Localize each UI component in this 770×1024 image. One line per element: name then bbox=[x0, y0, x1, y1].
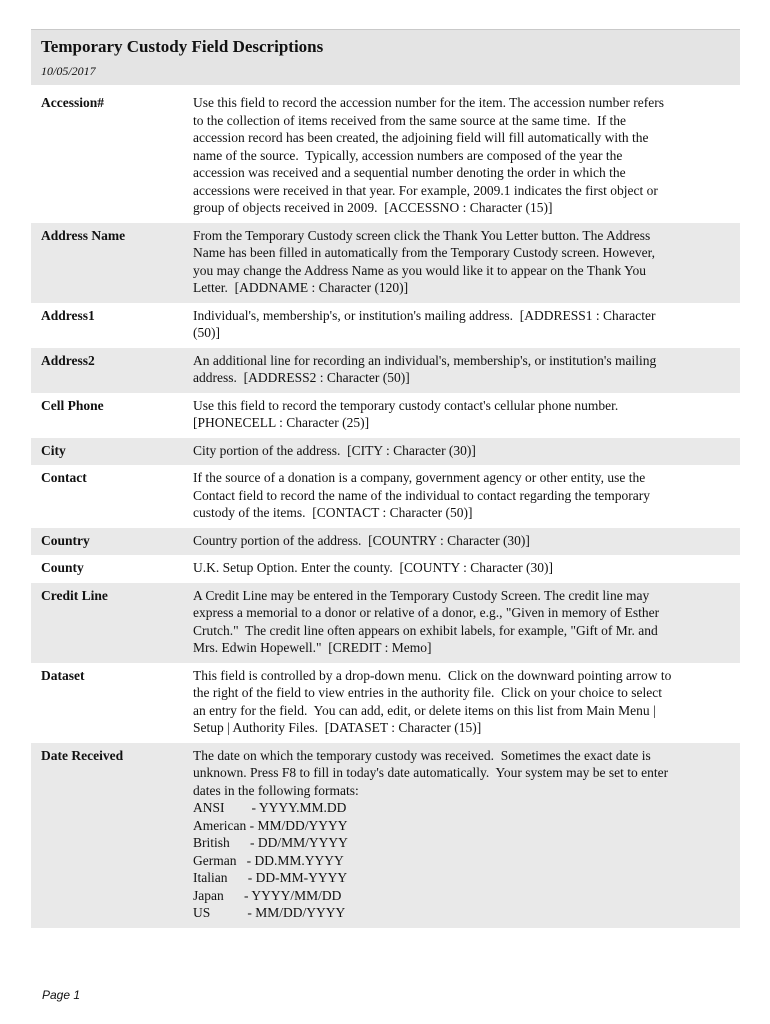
description-line: A Credit Line may be entered in the Temporary Custody Screen. The credit line may bbox=[193, 587, 650, 603]
field-name: Contact bbox=[41, 470, 87, 485]
description-line: Country portion of the address. [COUNTRY : Character (30)] bbox=[193, 532, 530, 548]
description-line: Name has been filled in automatically from the Temporary Custody screen. However, bbox=[193, 245, 655, 260]
description-line: Crutch." The credit line often appears on exhibit labels, for example, "Gift of Mr. and bbox=[193, 622, 658, 638]
description-line: accession was received and a sequential number denoting the order in which the bbox=[193, 165, 626, 180]
field-descriptions-table bbox=[31, 90, 740, 928]
field-row bbox=[31, 348, 740, 393]
field-row bbox=[31, 555, 740, 583]
description-line: unknown. Press F8 to fill in today's date automatically. Your system may be set to enter bbox=[193, 765, 669, 780]
field-description bbox=[193, 397, 731, 432]
field-description bbox=[193, 227, 731, 297]
field-row bbox=[31, 663, 740, 743]
description-line: Japan - YYYY/MM/DD bbox=[193, 887, 342, 903]
description-line: accessions were received in that year. For example, 2009.1 indicates the first object or bbox=[193, 182, 658, 198]
field-name: Country bbox=[41, 532, 90, 548]
field-description bbox=[193, 747, 731, 922]
field-name: Credit Line bbox=[41, 587, 108, 603]
description-line: U.K. Setup Option. Enter the county. [COUNTY : Character (30)] bbox=[193, 560, 554, 575]
description-line: The date on which the temporary custody was received. Sometimes the exact date is bbox=[193, 747, 651, 763]
field-description bbox=[193, 587, 731, 657]
field-name: Accession# bbox=[41, 95, 104, 110]
description-line: US - MM/DD/YYYY bbox=[193, 905, 346, 920]
page-number: Page 1 bbox=[42, 988, 81, 1002]
field-name: Address1 bbox=[41, 307, 95, 323]
description-line: If the source of a donation is a company, government agency or other entity, use the bbox=[193, 470, 646, 485]
field-description bbox=[193, 469, 731, 522]
field-name: Address2 bbox=[41, 352, 95, 368]
description-line: Contact field to record the name of the individual to contact regarding the temporary bbox=[193, 487, 650, 503]
description-line: American - MM/DD/YYYY bbox=[193, 817, 348, 833]
field-row bbox=[31, 743, 740, 928]
report-header bbox=[31, 29, 740, 85]
field-description bbox=[193, 94, 731, 217]
description-line: City portion of the address. [CITY : Character (30)] bbox=[193, 442, 476, 458]
field-description bbox=[193, 667, 731, 737]
description-line: Italian - DD-MM-YYYY bbox=[193, 870, 348, 885]
description-line: address. [ADDRESS2 : Character (50)] bbox=[193, 370, 410, 385]
description-line: [PHONECELL : Character (25)] bbox=[193, 415, 370, 430]
description-line: the right of the field to view entries in the authority file. Click on your choice to select bbox=[193, 685, 662, 700]
description-line: accession record has been created, the adjoining field will fill automatically with the bbox=[193, 130, 649, 145]
description-line: British - DD/MM/YYYY bbox=[193, 835, 348, 850]
field-row bbox=[31, 528, 740, 556]
field-name: Cell Phone bbox=[41, 397, 104, 413]
report-date: 10/05/2017 bbox=[41, 64, 96, 78]
description-line: Use this field to record the temporary custody contact's cellular phone number. bbox=[193, 397, 619, 413]
description-line: (50)] bbox=[193, 325, 220, 340]
field-description bbox=[193, 352, 731, 387]
field-name: County bbox=[41, 560, 84, 575]
description-line: to the collection of items received from the same source at the same time. If the bbox=[193, 112, 626, 128]
description-line: Letter. [ADDNAME : Character (120)] bbox=[193, 280, 409, 295]
description-line: Use this field to record the accession number for the item. The accession number refers bbox=[193, 95, 664, 110]
field-row bbox=[31, 303, 740, 348]
description-line: German - DD.MM.YYYY bbox=[193, 852, 344, 868]
description-line: dates in the following formats: bbox=[193, 782, 359, 798]
description-line: Individual's, membership's, or institution's mailing address. [ADDRESS1 : Character bbox=[193, 307, 656, 323]
field-row bbox=[31, 90, 740, 223]
field-name: Address Name bbox=[41, 227, 126, 243]
field-row bbox=[31, 223, 740, 303]
description-line: Setup | Authority Files. [DATASET : Character (15)] bbox=[193, 720, 482, 735]
description-line: An additional line for recording an individual's, membership's, or institution's mailing bbox=[193, 352, 657, 368]
field-row bbox=[31, 438, 740, 466]
description-line: custody of the items. [CONTACT : Character (50)] bbox=[193, 505, 473, 520]
field-description bbox=[193, 442, 731, 460]
field-description bbox=[193, 307, 731, 342]
field-description bbox=[193, 532, 731, 550]
description-line: group of objects received in 2009. [ACCESSNO : Character (15)] bbox=[193, 200, 553, 215]
description-line: name of the source. Typically, accession numbers are composed of the year the bbox=[193, 147, 623, 163]
description-line: ANSI - YYYY.MM.DD bbox=[193, 800, 347, 815]
description-line: an entry for the field. You can add, edit, or delete items on this list from Main Menu | bbox=[193, 702, 656, 718]
field-name: City bbox=[41, 442, 66, 458]
description-line: This field is controlled by a drop-down menu. Click on the downward pointing arrow to bbox=[193, 667, 672, 683]
field-description bbox=[193, 559, 731, 577]
field-name: Date Received bbox=[41, 747, 124, 763]
report-title: Temporary Custody Field Descriptions bbox=[41, 37, 324, 56]
field-row bbox=[31, 393, 740, 438]
description-line: you may change the Address Name as you would like it to appear on the Thank You bbox=[193, 262, 647, 278]
field-row bbox=[31, 583, 740, 663]
description-line: Mrs. Edwin Hopewell." [CREDIT : Memo] bbox=[193, 640, 432, 655]
description-line: express a memorial to a donor or relative of a donor, e.g., "Given in memory of Esther bbox=[193, 605, 660, 620]
field-row bbox=[31, 465, 740, 528]
field-name: Dataset bbox=[41, 667, 85, 683]
description-line: From the Temporary Custody screen click the Thank You Letter button. The Address bbox=[193, 227, 651, 243]
